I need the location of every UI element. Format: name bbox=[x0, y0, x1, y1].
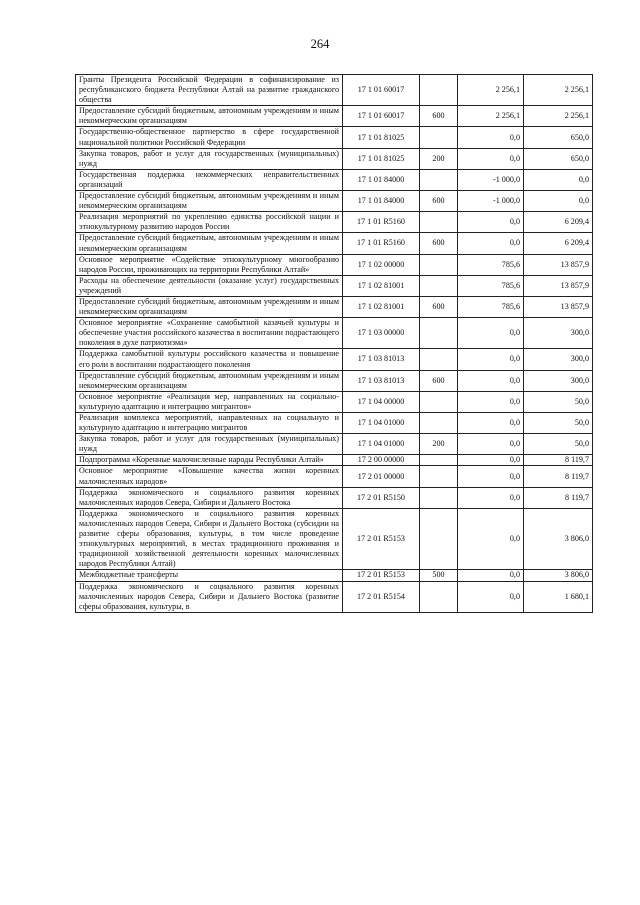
row-expense-type bbox=[420, 581, 458, 612]
table-row bbox=[76, 191, 593, 212]
row-amount-change: 0,0 bbox=[458, 370, 524, 391]
row-target-code: 17 2 01 R5153 bbox=[343, 570, 420, 581]
row-name: Межбюджетные трансферты bbox=[76, 570, 343, 581]
row-name: Поддержка экономического и социального развития коренных малочисленных народов Севера, Сибири и Дальнего Востока (развитие сферы образования, культуры, в bbox=[76, 581, 343, 612]
row-expense-type: 600 bbox=[420, 296, 458, 317]
row-name: Предоставление субсидий бюджетным, автономным учреждениям и иным некоммерческим организациям bbox=[76, 296, 343, 317]
row-amount-change: 0,0 bbox=[458, 413, 524, 434]
table-row bbox=[76, 275, 593, 296]
row-expense-type bbox=[420, 212, 458, 233]
row-amount-total: 13 857,9 bbox=[524, 296, 593, 317]
table-row bbox=[76, 148, 593, 169]
row-amount-change: 2 256,1 bbox=[458, 106, 524, 127]
row-expense-type: 600 bbox=[420, 191, 458, 212]
table-row bbox=[76, 212, 593, 233]
row-amount-total: 6 209,4 bbox=[524, 212, 593, 233]
table-row bbox=[76, 570, 593, 581]
row-name: Поддержка экономического и социального развития коренных малочисленных народов Севера, Сибири и Дальнего Востока (субсидии на развитие сферы образования, культуры, в том числе проведение этнокультурных мероприятий, в местах традиционного проживания и традиционной хозяйственной деятельности коренных малочисленных народов Республики Алтай) bbox=[76, 508, 343, 570]
row-amount-change: 0,0 bbox=[458, 148, 524, 169]
row-name: Гранты Президента Российской Федерации в софинансирование из республиканского бюджета Республики Алтай на развитие гражданского общества bbox=[76, 75, 343, 106]
row-amount-change: 0,0 bbox=[458, 487, 524, 508]
row-target-code: 17 2 01 00000 bbox=[343, 466, 420, 487]
row-amount-change: 785,6 bbox=[458, 275, 524, 296]
row-target-code: 17 1 03 81013 bbox=[343, 349, 420, 370]
row-name: Предоставление субсидий бюджетным, автономным учреждениям и иным некоммерческим организациям bbox=[76, 370, 343, 391]
row-amount-change: 0,0 bbox=[458, 508, 524, 570]
row-name: Реализация комплекса мероприятий, направленных на социальную и культурную адаптацию и интеграцию мигрантов bbox=[76, 413, 343, 434]
row-target-code: 17 1 04 01000 bbox=[343, 413, 420, 434]
row-name: Основное мероприятие «Сохранение самобытной казачьей культуры и обеспечение участия российского казачества в воспитании подрастающего поколения в духе патриотизма» bbox=[76, 318, 343, 349]
row-expense-type bbox=[420, 466, 458, 487]
row-expense-type bbox=[420, 391, 458, 412]
row-amount-total: 1 680,1 bbox=[524, 581, 593, 612]
row-amount-change: 0,0 bbox=[458, 349, 524, 370]
row-amount-change: 0,0 bbox=[458, 391, 524, 412]
row-expense-type bbox=[420, 455, 458, 466]
row-expense-type bbox=[420, 413, 458, 434]
row-target-code: 17 1 01 60017 bbox=[343, 75, 420, 106]
row-target-code: 17 2 00 00000 bbox=[343, 455, 420, 466]
row-name: Расходы на обеспечение деятельности (оказание услуг) государственных учреждений bbox=[76, 275, 343, 296]
row-expense-type bbox=[420, 487, 458, 508]
row-amount-total: 2 256,1 bbox=[524, 106, 593, 127]
row-name: Основное мероприятие «Содействие этнокультурному многообразию народов России, проживающих на территории Республики Алтай» bbox=[76, 254, 343, 275]
table-row bbox=[76, 581, 593, 612]
row-amount-change: 0,0 bbox=[458, 581, 524, 612]
row-amount-change: 0,0 bbox=[458, 434, 524, 455]
row-name: Предоставление субсидий бюджетным, автономным учреждениям и иным некоммерческим организациям bbox=[76, 233, 343, 254]
row-amount-change: 0,0 bbox=[458, 233, 524, 254]
row-amount-total: 8 119,7 bbox=[524, 455, 593, 466]
row-target-code: 17 2 01 R5154 bbox=[343, 581, 420, 612]
row-amount-change: -1 000,0 bbox=[458, 169, 524, 190]
row-target-code: 17 1 03 81013 bbox=[343, 370, 420, 391]
row-name: Предоставление субсидий бюджетным, автономным учреждениям и иным некоммерческим организациям bbox=[76, 106, 343, 127]
row-target-code: 17 1 01 84000 bbox=[343, 191, 420, 212]
row-amount-total: 300,0 bbox=[524, 370, 593, 391]
row-target-code: 17 1 04 00000 bbox=[343, 391, 420, 412]
row-name: Основное мероприятие «Повышение качества жизни коренных малочисленных народов» bbox=[76, 466, 343, 487]
row-amount-total: 13 857,9 bbox=[524, 254, 593, 275]
row-amount-total: 50,0 bbox=[524, 413, 593, 434]
table-row bbox=[76, 434, 593, 455]
row-name: Закупка товаров, работ и услуг для государственных (муниципальных) нужд bbox=[76, 434, 343, 455]
budget-table bbox=[75, 74, 593, 613]
table-row bbox=[76, 169, 593, 190]
row-amount-change: 785,6 bbox=[458, 296, 524, 317]
row-expense-type: 600 bbox=[420, 106, 458, 127]
row-amount-total: 50,0 bbox=[524, 434, 593, 455]
table-row bbox=[76, 487, 593, 508]
row-expense-type: 200 bbox=[420, 148, 458, 169]
row-name: Государственно-общественное партнерство в сфере государственной национальной политики Российской Федерации bbox=[76, 127, 343, 148]
row-amount-total: 3 806,0 bbox=[524, 508, 593, 570]
page-number: 264 bbox=[310, 37, 330, 51]
row-name: Основное мероприятие «Реализация мер, направленных на социально-культурную адаптацию и интеграцию мигрантов» bbox=[76, 391, 343, 412]
row-target-code: 17 1 02 81001 bbox=[343, 275, 420, 296]
row-expense-type: 200 bbox=[420, 434, 458, 455]
row-amount-change: 0,0 bbox=[458, 466, 524, 487]
row-target-code: 17 2 01 R5150 bbox=[343, 487, 420, 508]
row-amount-change: -1 000,0 bbox=[458, 191, 524, 212]
row-expense-type: 600 bbox=[420, 370, 458, 391]
row-amount-total: 300,0 bbox=[524, 318, 593, 349]
row-name: Поддержка самобытной культуры российского казачества и повышение его роли в воспитании подрастающего поколения bbox=[76, 349, 343, 370]
row-expense-type bbox=[420, 254, 458, 275]
row-amount-change: 2 256,1 bbox=[458, 75, 524, 106]
row-amount-change: 0,0 bbox=[458, 127, 524, 148]
table-row bbox=[76, 254, 593, 275]
row-name: Подпрограмма «Коренные малочисленные народы Республики Алтай» bbox=[76, 455, 343, 466]
row-amount-total: 3 806,0 bbox=[524, 570, 593, 581]
table-row bbox=[76, 296, 593, 317]
table-row bbox=[76, 413, 593, 434]
table-row bbox=[76, 318, 593, 349]
table-row bbox=[76, 106, 593, 127]
row-target-code: 17 2 01 R5153 bbox=[343, 508, 420, 570]
row-expense-type bbox=[420, 169, 458, 190]
row-target-code: 17 1 01 R5160 bbox=[343, 233, 420, 254]
row-amount-total: 50,0 bbox=[524, 391, 593, 412]
row-expense-type bbox=[420, 127, 458, 148]
row-amount-total: 8 119,7 bbox=[524, 487, 593, 508]
row-target-code: 17 1 01 60017 bbox=[343, 106, 420, 127]
row-name: Реализация мероприятий по укреплению единства российской нации и этнокультурному развитию народов России bbox=[76, 212, 343, 233]
table-row bbox=[76, 233, 593, 254]
row-amount-change: 0,0 bbox=[458, 212, 524, 233]
row-expense-type bbox=[420, 75, 458, 106]
row-expense-type bbox=[420, 275, 458, 296]
row-amount-total: 2 256,1 bbox=[524, 75, 593, 106]
row-target-code: 17 1 01 81025 bbox=[343, 127, 420, 148]
table-row bbox=[76, 75, 593, 106]
table-row bbox=[76, 391, 593, 412]
table-row bbox=[76, 349, 593, 370]
row-expense-type bbox=[420, 349, 458, 370]
row-name: Закупка товаров, работ и услуг для государственных (муниципальных) нужд bbox=[76, 148, 343, 169]
row-expense-type bbox=[420, 508, 458, 570]
row-target-code: 17 1 02 81001 bbox=[343, 296, 420, 317]
row-name: Государственная поддержка некоммерческих неправительственных организаций bbox=[76, 169, 343, 190]
row-target-code: 17 1 04 01000 bbox=[343, 434, 420, 455]
table-row bbox=[76, 370, 593, 391]
row-expense-type bbox=[420, 318, 458, 349]
row-amount-total: 650,0 bbox=[524, 148, 593, 169]
row-amount-total: 13 857,9 bbox=[524, 275, 593, 296]
row-target-code: 17 1 01 81025 bbox=[343, 148, 420, 169]
row-target-code: 17 1 01 84000 bbox=[343, 169, 420, 190]
row-expense-type: 600 bbox=[420, 233, 458, 254]
row-amount-total: 300,0 bbox=[524, 349, 593, 370]
row-amount-change: 0,0 bbox=[458, 318, 524, 349]
row-expense-type: 500 bbox=[420, 570, 458, 581]
row-amount-total: 650,0 bbox=[524, 127, 593, 148]
row-name: Поддержка экономического и социального развития коренных малочисленных народов Севера, Сибири и Дальнего Востока bbox=[76, 487, 343, 508]
row-target-code: 17 1 01 R5160 bbox=[343, 212, 420, 233]
row-amount-total: 0,0 bbox=[524, 191, 593, 212]
row-amount-total: 6 209,4 bbox=[524, 233, 593, 254]
row-target-code: 17 1 03 00000 bbox=[343, 318, 420, 349]
row-amount-total: 8 119,7 bbox=[524, 466, 593, 487]
table-row bbox=[76, 455, 593, 466]
row-name: Предоставление субсидий бюджетным, автономным учреждениям и иным некоммерческим организациям bbox=[76, 191, 343, 212]
row-amount-change: 0,0 bbox=[458, 570, 524, 581]
table-row bbox=[76, 127, 593, 148]
row-amount-total: 0,0 bbox=[524, 169, 593, 190]
row-amount-change: 0,0 bbox=[458, 455, 524, 466]
row-amount-change: 785,6 bbox=[458, 254, 524, 275]
table-row bbox=[76, 508, 593, 570]
row-target-code: 17 1 02 00000 bbox=[343, 254, 420, 275]
table-row bbox=[76, 466, 593, 487]
